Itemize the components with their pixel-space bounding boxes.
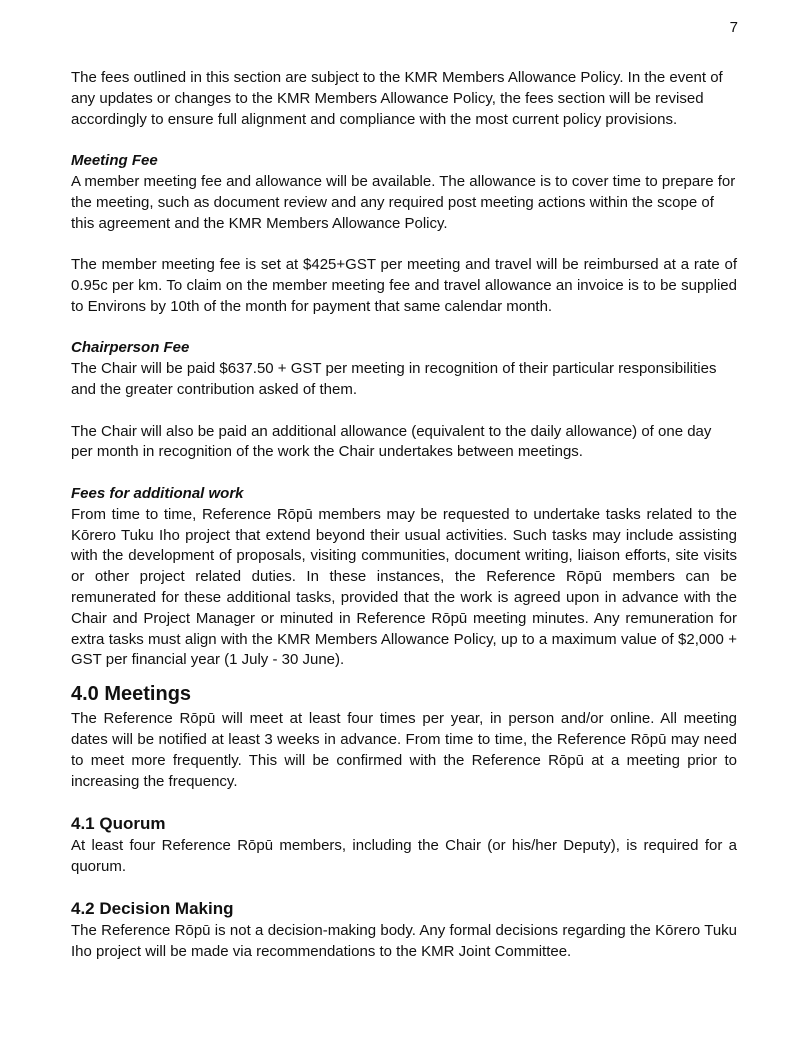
meeting-fee-paragraph-2: The member meeting fee is set at $425+GST per meeting and travel will be reimbursed at a rate of 0.95c per km. To claim on the member meeting fee and travel allowance an invoice is to be supplied to Environs by 10th of the month for payment that same calendar month. [71, 256, 737, 315]
intro-paragraph: The fees outlined in this section are subject to the KMR Members Allowance Policy. In the event of any updates or changes to the KMR Members Allowance Policy, the fees section will be revised accordingly to ensure full alignment and compliance with the most current policy provisions. [71, 69, 723, 128]
additional-work-paragraph: From time to time, Reference Rōpū members may be requested to undertake tasks related to the Kōrero Tuku Iho project that extend beyond their usual activities. Such tasks may include assisting with the development of proposals, visiting communities, document writing, liaison efforts, site visits or other project related duties. In these instances, the Reference Rōpū members can be remunerated for these additional tasks, provided that the work is agreed upon in advance with the Chair and Project Manager or minuted in Reference Rōpū meeting minutes. Any remuneration for extra tasks must align with the KMR Members Allowance Policy, up to a maximum value of $2,000 + GST per financial year (1 July - 30 June). [71, 505, 737, 669]
additional-work-heading: Fees for additional work [71, 484, 244, 502]
document-body [71, 68, 737, 963]
meeting-fee-paragraph-1: A member meeting fee and allowance will be available. The allowance is to cover time to prepare for the meeting, such as document review and any required post meeting actions within the scope of this agreement and the KMR Members Allowance Policy. [71, 172, 736, 232]
quorum-heading: 4.1 Quorum [71, 814, 166, 834]
decision-making-heading: 4.2 Decision Making [71, 899, 234, 919]
chairperson-fee-paragraph-2: The Chair will also be paid an additional allowance (equivalent to the daily allowance) of one day per month in recognition of the work the Chair undertakes between meetings. [71, 422, 712, 461]
chairperson-fee-paragraph-1: The Chair will be paid $637.50 + GST per meeting in recognition of their particular responsibilities and the greater contribution asked of them. [71, 360, 717, 398]
meetings-heading: 4.0 Meetings [71, 683, 192, 706]
decision-making-paragraph: The Reference Rōpū is not a decision-making body. Any formal decisions regarding the Kōrero Tuku Iho project will be made via recommendations to the KMR Joint Committee. [71, 922, 737, 961]
meetings-paragraph: The Reference Rōpū will meet at least four times per year, in person and/or online. All meeting dates will be notified at least 3 weeks in advance. From time to time, the Reference Rōpū may need to meet more frequently. This will be confirmed with the Reference Rōpū at a meeting prior to increasing the frequency. [71, 710, 737, 790]
chairperson-fee-heading: Chairperson Fee [71, 339, 190, 357]
meeting-fee-heading: Meeting Fee [71, 152, 158, 170]
quorum-paragraph: At least four Reference Rōpū members, including the Chair (or his/her Deputy), is required for a quorum. [71, 837, 737, 875]
page-number: 7 [729, 19, 738, 36]
